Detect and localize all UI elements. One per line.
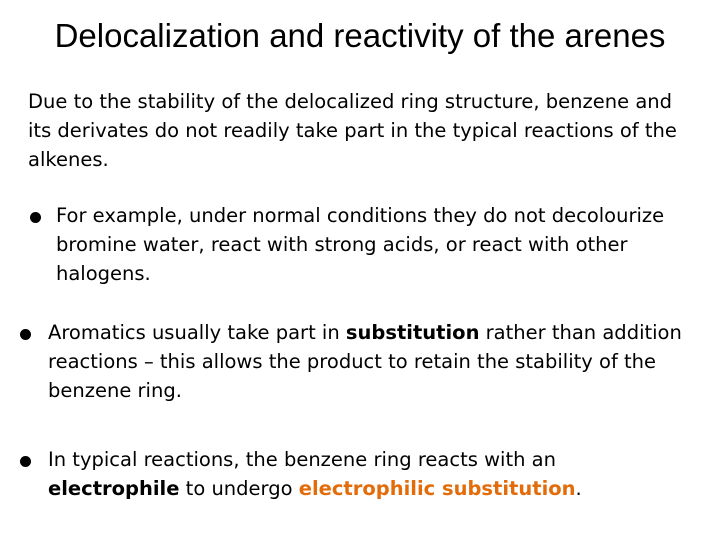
bullet-text — [48, 318, 693, 405]
bullet-item-electrophile — [20, 445, 700, 505]
term-electrophilic-substitution: electrophilic substitution — [298, 477, 576, 500]
bullet-text-rest: rather than addition reactions – this allows the product to retain the stability of the benzene ring. — [48, 321, 682, 402]
bullet-dot-icon — [20, 456, 31, 467]
intro-paragraph: Due to the stability of the delocalized ring structure, benzene and its derivates do not readily take part in the typical reactions of the alkenes. — [28, 90, 677, 171]
term-electrophile: electrophile — [48, 477, 180, 500]
bullet-item-example — [30, 201, 690, 291]
bullet-text-lead: In typical reactions, the benzene ring reacts with an — [48, 448, 556, 471]
bullet-text — [48, 445, 693, 503]
bullet-text-lead: Aromatics usually take part in — [48, 321, 346, 344]
bullet-text-end: . — [575, 477, 582, 500]
term-substitution: substitution — [345, 321, 480, 344]
bullet-dot-icon — [20, 329, 31, 340]
bullet-text-middle: to undergo — [179, 477, 299, 500]
bullet-text: For example, under normal conditions they do not decolourize bromine water, react with strong acids, or react with other halogens. — [56, 204, 665, 285]
slide-title: Delocalization and reactivity of the arenes — [54, 17, 666, 54]
bullet-item-substitution — [20, 318, 700, 408]
bullet-dot-icon — [30, 212, 41, 223]
